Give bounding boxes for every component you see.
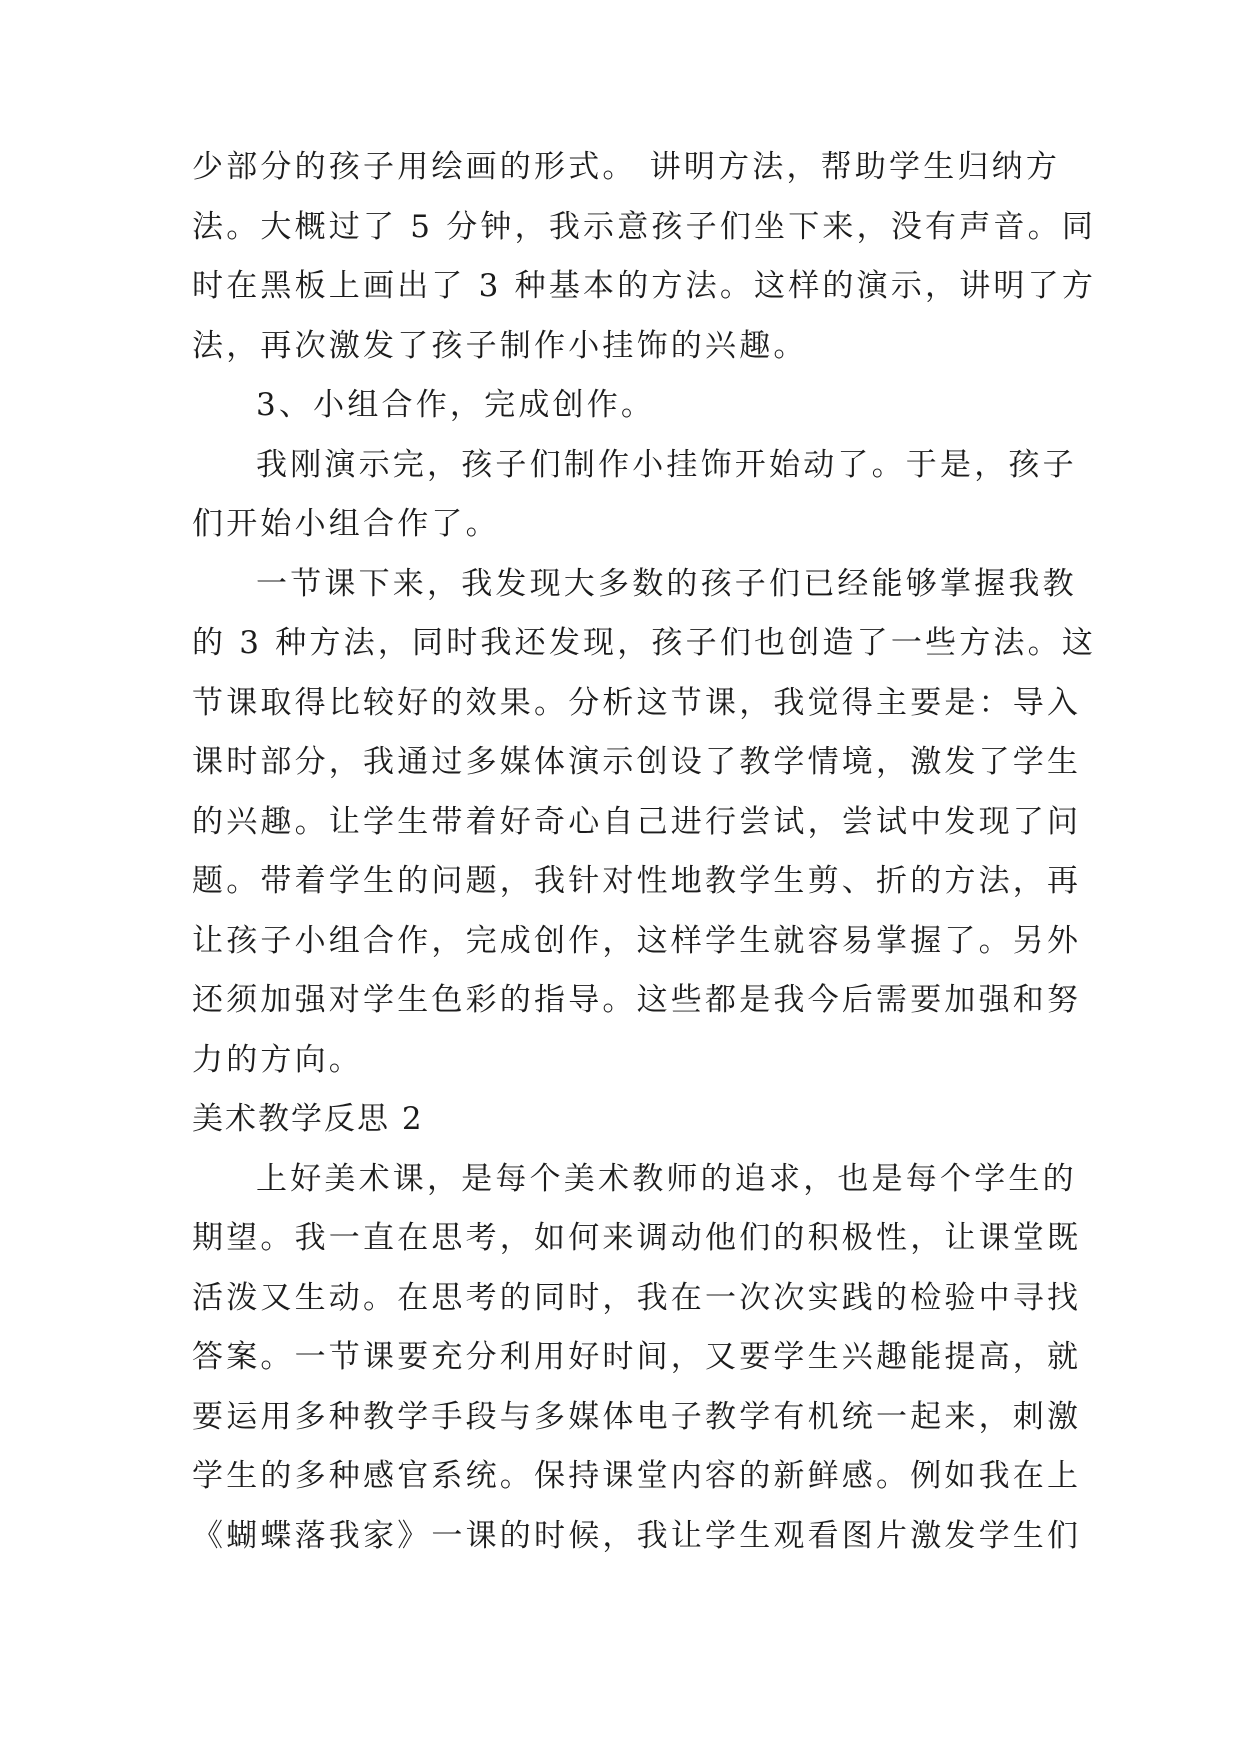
text-line-11: 课时部分，我通过多媒体演示创设了教学情境，激发了学生 (192, 744, 1082, 780)
text-line-1: 少部分的孩子用绘画的形式。 讲明方法，帮助学生归纳方 (192, 149, 1061, 185)
text-line-3: 时在黑板上画出了 3 种基本的方法。这样的演示，讲明了方 (192, 268, 1097, 304)
section-title: 美术教学反思 2 (192, 1101, 424, 1137)
text-line-23: 学生的多种感官系统。保持课堂内容的新鲜感。例如我在上 (192, 1458, 1082, 1494)
text-line-6: 我刚演示完，孩子们制作小挂饰开始动了。于是，孩子 (256, 446, 1077, 483)
text-line-16: 力的方向。 (192, 1041, 363, 1078)
document-body (192, 138, 1097, 1566)
text-line-19: 期望。我一直在思考，如何来调动他们的积极性，让课堂既 (192, 1220, 1082, 1256)
text-line-7: 们开始小组合作了。 (192, 506, 500, 542)
text-line-22: 要运用多种教学手段与多媒体电子教学有机统一起来，刺激 (192, 1398, 1082, 1435)
text-line-15: 还须加强对学生色彩的指导。这些都是我今后需要加强和努 (192, 982, 1082, 1018)
text-line-4: 法，再次激发了孩子制作小挂饰的兴趣。 (192, 327, 808, 364)
text-line-2: 法。大概过了 5 分钟，我示意孩子们坐下来，没有声音。同 (192, 208, 1097, 245)
text-line-21: 答案。一节课要充分利用好时间，又要学生兴趣能提高，就 (192, 1339, 1082, 1375)
text-line-12: 的兴趣。让学生带着好奇心自己进行尝试，尝试中发现了问 (192, 803, 1082, 840)
text-line-8: 一节课下来，我发现大多数的孩子们已经能够掌握我教 (256, 565, 1077, 602)
text-line-14: 让孩子小组合作，完成创作，这样学生就容易掌握了。另外 (192, 922, 1082, 959)
section-subheading: 3、小组合作，完成创作。 (256, 387, 656, 423)
text-line-20: 活泼又生动。在思考的同时，我在一次次实践的检验中寻找 (192, 1279, 1082, 1316)
text-line-13: 题。带着学生的问题，我针对性地教学生剪、折的方法，再 (192, 863, 1082, 899)
text-line-24: 《蝴蝶落我家》一课的时候，我让学生观看图片激发学生们 (192, 1517, 1082, 1554)
text-line-10: 节课取得比较好的效果。分析这节课，我觉得主要是：导入 (192, 684, 1082, 721)
text-line-9: 的 3 种方法，同时我还发现，孩子们也创造了一些方法。这 (192, 625, 1097, 661)
text-line-18: 上好美术课，是每个美术教师的追求，也是每个学生的 (256, 1160, 1077, 1197)
